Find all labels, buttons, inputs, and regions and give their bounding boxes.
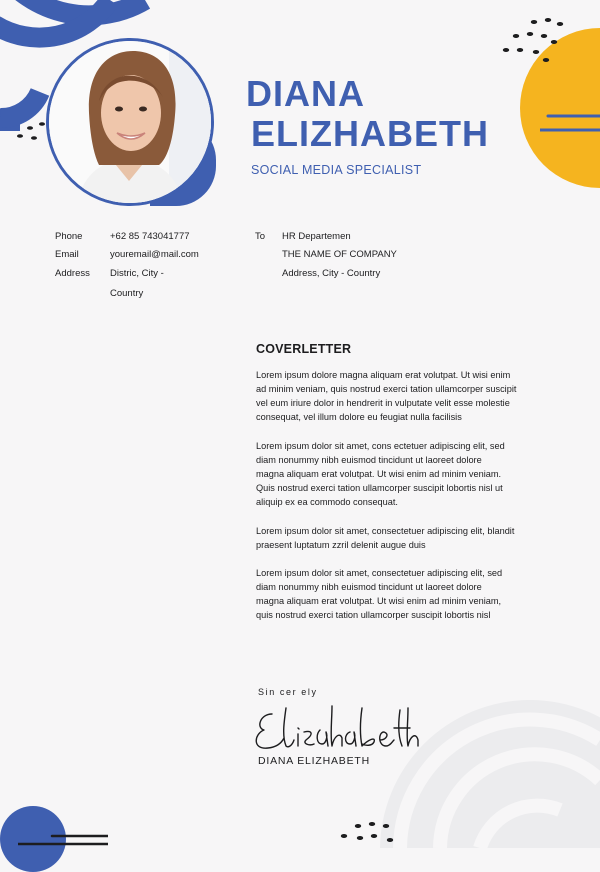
paragraph-line: aliquip ex ea commodo consequat.: [256, 497, 398, 507]
paragraph-line: diam nonummy nibh euismod tincidunt ut laoreet dolore: [256, 582, 482, 592]
paragraph-line: praesent luptatum zzril delenit augue duis: [256, 540, 426, 550]
paragraph-line: Lorem ipsum dolore magna aliquam erat volutpat. Ut wisi enim: [256, 370, 511, 380]
to-label: To: [255, 231, 266, 242]
paragraph-line: Lorem ipsum dolor sit amet, cons ectetuer adipiscing elit, sed: [256, 441, 505, 451]
paragraph-line: Quis nostrud exerci tation ullamcorper suscipit lobortis nisl ut: [256, 483, 503, 493]
paragraph-line: vel eum iriure dolor in hendrerit in vulputate velit esse molestie: [256, 398, 510, 408]
recipient-department: HR Departemen: [282, 231, 351, 242]
email-label: Email: [55, 249, 79, 260]
signature-name: DIANA ELIZHABETH: [258, 755, 370, 767]
decorative-dots-top-right: [498, 16, 578, 64]
job-title: SOCIAL MEDIA SPECIALIST: [251, 163, 422, 177]
address-line-2: Country: [110, 288, 144, 299]
last-name: ELIZHABETH: [251, 113, 489, 154]
paragraph-line: consequat, vel illum dolore eu feugiat nulla facilisis: [256, 412, 462, 422]
paragraph-line: magna aliquam erat volutpat. Ut wisi enim ad minim veniam.: [256, 469, 502, 479]
address-line-1: Distric, City -: [110, 268, 164, 279]
decorative-lines-bottom-left: [18, 832, 108, 848]
phone-value: +62 85 743041777: [110, 231, 190, 242]
paragraph-line: Lorem ipsum dolor sit amet, consectetuer adipiscing elit, sed: [256, 568, 503, 578]
closing-text: Sin cer ely: [258, 687, 318, 697]
first-name: DIANA: [246, 73, 365, 114]
paragraph-line: quis nostrud exerci tation ullamcorper suscipit lobortis nisl: [256, 610, 491, 620]
recipient-company: THE NAME OF COMPANY: [282, 249, 397, 260]
paragraph-line: Lorem ipsum dolor sit amet, consectetuer adipiscing elit, blandit: [256, 526, 515, 536]
paragraph-line: magna aliquam erat volutpat. Ut wisi enim ad minim veniam,: [256, 596, 502, 606]
email-value: youremail@mail.com: [110, 249, 199, 260]
decorative-dots-bottom: [334, 820, 404, 848]
decorative-lines-right: [540, 112, 600, 136]
paragraph-2: [256, 439, 566, 509]
paragraph-line: ad minim veniam, quis nostrud exerci tation ullamcorper suscipit: [256, 384, 517, 394]
paragraph-4: [256, 566, 566, 622]
profile-photo: [46, 38, 214, 206]
recipient-address: Address, City - Country: [282, 268, 381, 279]
paragraph-line: diam nonummy nibh euismod tincidunt ut laoreet dolore: [256, 455, 482, 465]
paragraph-1: [256, 368, 566, 424]
letter-heading: COVERLETTER: [256, 342, 352, 356]
phone-label: Phone: [55, 231, 83, 242]
paragraph-3: [256, 524, 566, 552]
address-label: Address: [55, 268, 90, 279]
handwritten-signature: [250, 700, 420, 760]
portrait-illustration: [49, 41, 211, 203]
